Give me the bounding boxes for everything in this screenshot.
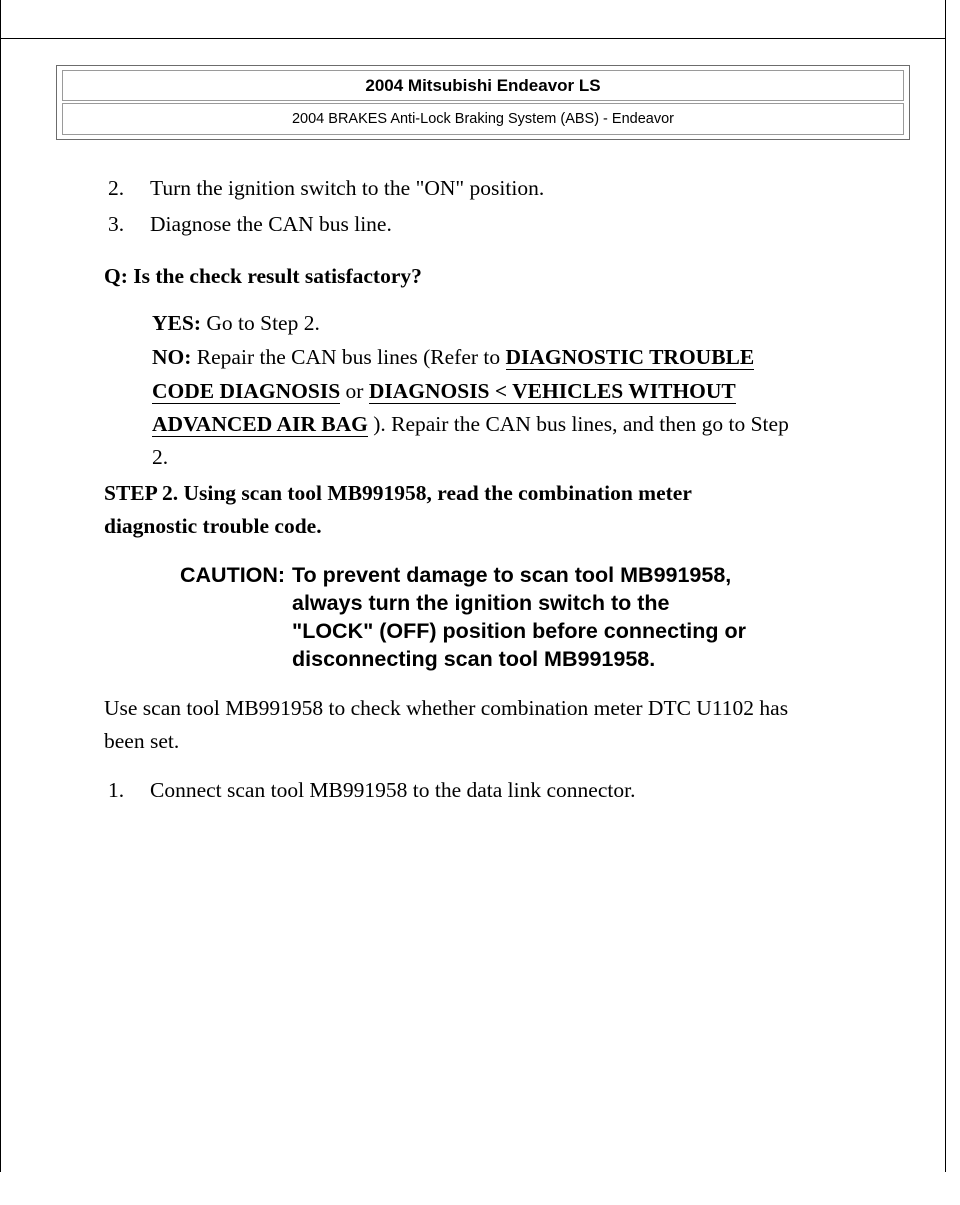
yes-label: YES:	[152, 311, 201, 335]
yes-answer	[152, 311, 320, 336]
list-item	[108, 778, 636, 803]
caution-line: always turn the ignition switch to the	[292, 591, 670, 615]
yes-text: Go to Step 2.	[200, 311, 320, 335]
step-2-heading-line-2: diagnostic trouble code.	[104, 514, 322, 538]
caution-line: disconnecting scan tool MB991958.	[292, 647, 656, 671]
caution-label: CAUTION:	[180, 563, 286, 587]
header-title: 2004 Mitsubishi Endeavor LS	[62, 70, 904, 101]
page-border-top	[0, 38, 946, 39]
no-text-2: ). Repair the CAN bus lines, and then go to Step	[367, 412, 789, 436]
paragraph-line-2: been set.	[104, 729, 180, 753]
no-answer-line-3	[152, 412, 789, 437]
no-label: NO:	[152, 345, 192, 369]
no-or-text: or	[340, 379, 369, 403]
link-diagnosis-vehicles-without-advanced-air-bag-cont[interactable]: ADVANCED AIR BAG	[152, 412, 368, 436]
list-item-number: 1.	[108, 778, 125, 802]
list-item-number: 2.	[108, 176, 125, 200]
paragraph-line-1: Use scan tool MB991958 to check whether combination meter DTC U1102 has	[104, 696, 789, 720]
question-heading: Q: Is the check result satisfactory?	[104, 264, 422, 288]
page-border-left	[0, 0, 1, 1172]
link-diagnostic-trouble-code-diagnosis-cont[interactable]: CODE DIAGNOSIS	[152, 379, 341, 403]
link-diagnostic-trouble-code-diagnosis[interactable]: DIAGNOSTIC TROUBLE	[505, 345, 755, 369]
document-header	[56, 65, 910, 140]
no-text: Repair the CAN bus lines (Refer to	[191, 345, 506, 369]
caution-line: "LOCK" (OFF) position before connecting or	[292, 619, 746, 643]
no-answer-line-4: 2.	[152, 445, 169, 469]
caution-line: To prevent damage to scan tool MB991958,	[292, 563, 732, 587]
list-item-text: Diagnose the CAN bus line.	[150, 212, 392, 236]
page-border-right	[945, 0, 946, 1172]
no-answer-line-2	[152, 379, 736, 404]
list-item-text: Connect scan tool MB991958 to the data link connector.	[150, 778, 636, 802]
list-item-text: Turn the ignition switch to the "ON" position.	[150, 176, 545, 200]
no-answer-line-1	[152, 345, 754, 370]
step-2-heading-line-1: STEP 2. Using scan tool MB991958, read the combination meter	[104, 481, 692, 505]
list-item-number: 3.	[108, 212, 125, 236]
list-item	[108, 176, 545, 201]
link-diagnosis-vehicles-without-advanced-air-bag[interactable]: DIAGNOSIS < VEHICLES WITHOUT	[368, 379, 736, 403]
list-item	[108, 212, 392, 237]
header-subtitle: 2004 BRAKES Anti-Lock Braking System (ABS) - Endeavor	[62, 103, 904, 135]
